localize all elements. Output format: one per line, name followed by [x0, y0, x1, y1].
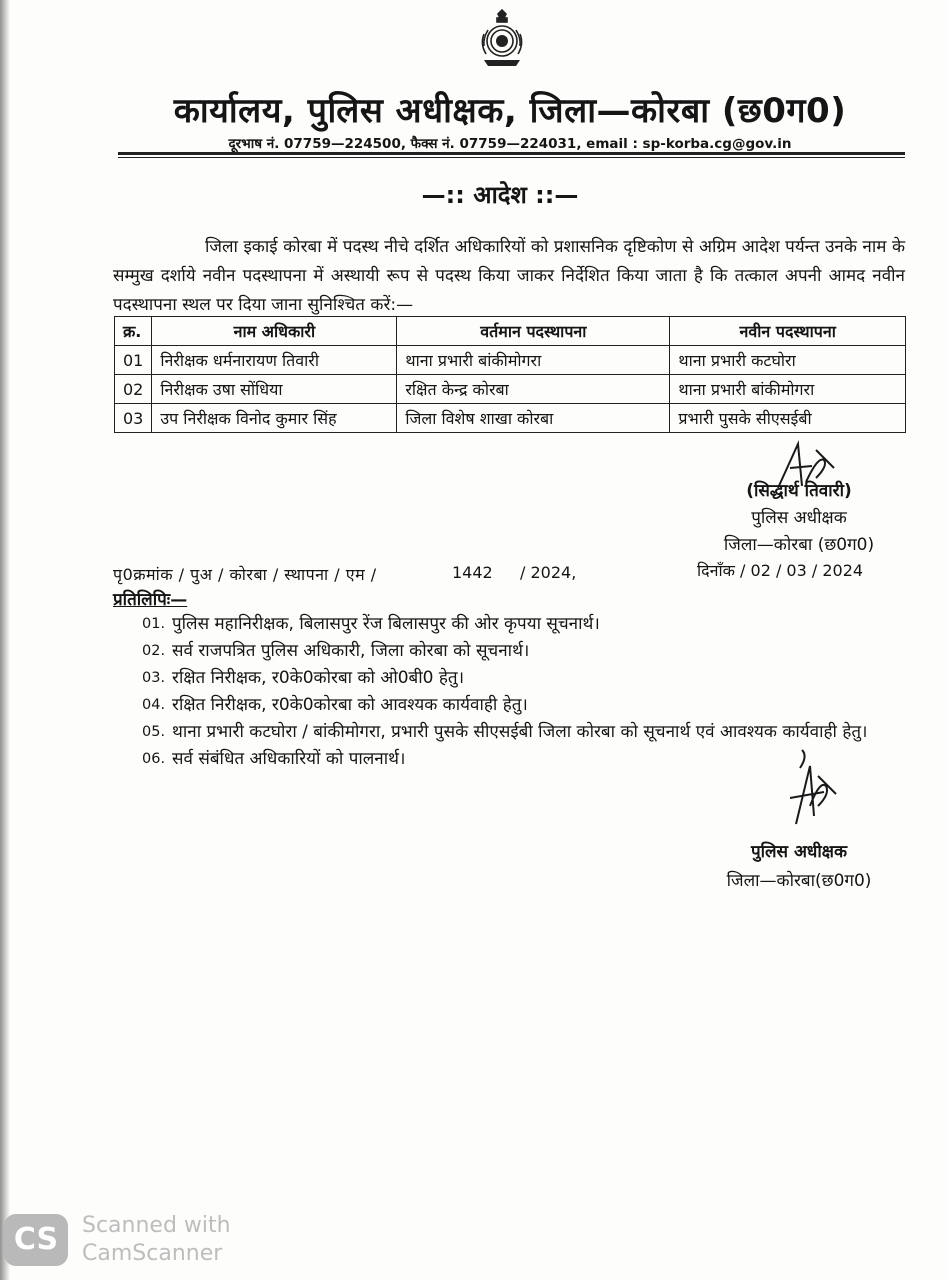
signatory-designation-bottom: पुलिस अधीक्षक — [750, 842, 848, 862]
order-date: दिनाँक / 02 / 03 / 2024 — [697, 561, 864, 580]
list-item-number: 06. — [142, 751, 166, 767]
reference-number: 1442 — [452, 563, 493, 582]
cell-current-posting: रक्षित केन्द्र कोरबा — [397, 375, 670, 404]
posting-table — [114, 316, 906, 433]
list-item-text: रक्षित निरीक्षक, र0के0कोरबा को आवश्यक कार्यवाही हेतु। — [172, 695, 528, 715]
signatory-name: (सिद्धार्थ तिवारी) — [746, 481, 852, 501]
table-row — [115, 404, 906, 433]
list-item-text: सर्व संबंधित अधिकारियों को पालनार्थ। — [172, 749, 406, 769]
list-item-text: रक्षित निरीक्षक, र0के0कोरबा को ओ0बी0 हेतु। — [172, 668, 465, 688]
office-title: कार्यालय, पुलिस अधीक्षक, जिला—कोरबा (छ0ग0) — [173, 91, 847, 131]
table-row — [115, 375, 906, 404]
order-body-paragraph: जिला इकाई कोरबा में पदस्थ नीचे दर्शित अधिकारियों को प्रशासनिक दृष्टिकोण से अग्रिम आदेश पर्यन्त उनके नाम के सम्मुख दर्शाये नवीन पदस्थापना में अस्थायी रूप से पदस्थ किया जाकर निर्देशित किया जाता है कि तत्काल अपनी आमद नवीन पदस्थापना स्थल पर दिया जाना सुनिश्चित करें:— — [113, 237, 905, 315]
signatory-block-bottom — [690, 838, 908, 896]
header-divider-thin — [118, 157, 905, 158]
police-emblem-icon — [474, 8, 530, 72]
reference-year: / 2024, — [520, 563, 577, 582]
camscanner-text — [82, 1212, 262, 1268]
contact-line: दूरभाष नं. 07759—224500, फैक्स नं. 07759—224031, email : sp-korba.cg@gov.in — [228, 136, 792, 152]
cell-officer-name: उप निरीक्षक विनोद कुमार सिंह — [152, 404, 397, 433]
cell-officer-name: निरीक्षक उषा सोंधिया — [152, 375, 397, 404]
list-item-text: पुलिस महानिरीक्षक, बिलासपुर रेंज बिलासपुर की ओर कृपया सूचनार्थ। — [172, 614, 600, 634]
table-row — [115, 346, 906, 375]
list-item — [142, 665, 906, 692]
list-item-number: 03. — [142, 670, 166, 686]
cell-new-posting: थाना प्रभारी बांकीमोगरा — [670, 375, 906, 404]
signatory-district-bottom: जिला—कोरबा(छ0ग0) — [726, 871, 872, 891]
camscanner-logo: CS — [4, 1214, 68, 1266]
list-item-number: 04. — [142, 697, 166, 713]
cell-new-posting: प्रभारी पुसके सीएसईबी — [670, 404, 906, 433]
header-serial: क्र. — [115, 317, 152, 346]
header-officer-name: नाम अधिकारी — [152, 317, 397, 346]
cell-serial: 01 — [115, 346, 152, 375]
header-current-posting: वर्तमान पदस्थापना — [397, 317, 670, 346]
list-item-number: 02. — [142, 643, 166, 659]
cell-current-posting: थाना प्रभारी बांकीमोगरा — [397, 346, 670, 375]
table-header-row — [115, 317, 906, 346]
list-item — [142, 611, 906, 638]
list-item-number: 05. — [142, 724, 166, 740]
list-item-text: थाना प्रभारी कटघोरा / बांकीमोगरा, प्रभारी पुसके सीएसईबी जिला कोरबा को सूचनार्थ एवं आवश्यक कार्यवाही हेतु। — [172, 722, 868, 742]
signatory-block — [690, 478, 908, 559]
header-new-posting: नवीन पदस्थापना — [670, 317, 906, 346]
signatory-designation: पुलिस अधीक्षक — [751, 508, 847, 528]
cell-current-posting: जिला विशेष शाखा कोरबा — [397, 404, 670, 433]
signatory-district: जिला—कोरबा (छ0ग0) — [723, 535, 875, 555]
list-item — [142, 719, 906, 746]
cell-officer-name: निरीक्षक धर्मनारायण तिवारी — [152, 346, 397, 375]
list-item-number: 01. — [142, 616, 166, 632]
order-heading: —:: आदेश ::— — [421, 181, 579, 209]
cell-serial: 03 — [115, 404, 152, 433]
list-item — [142, 692, 906, 719]
signature-mark-bottom — [780, 746, 840, 830]
list-item-text: सर्व राजपत्रित पुलिस अधिकारी, जिला कोरबा को सूचनार्थ। — [172, 641, 530, 661]
cell-serial: 02 — [115, 375, 152, 404]
scan-edge-shadow — [0, 0, 10, 1280]
camscanner-watermark — [4, 1210, 254, 1272]
list-item — [142, 638, 906, 665]
header-divider — [118, 152, 905, 155]
camscanner-line2: CamScanner — [82, 1241, 223, 1266]
reference-prefix: पृ0क्रमांक / पुअ / कोरबा / स्थापना / एम / — [113, 565, 377, 584]
cell-new-posting: थाना प्रभारी कटघोरा — [670, 346, 906, 375]
copy-to-heading: प्रतिलिपिः— — [113, 590, 188, 610]
camscanner-line1: Scanned with — [82, 1213, 231, 1238]
